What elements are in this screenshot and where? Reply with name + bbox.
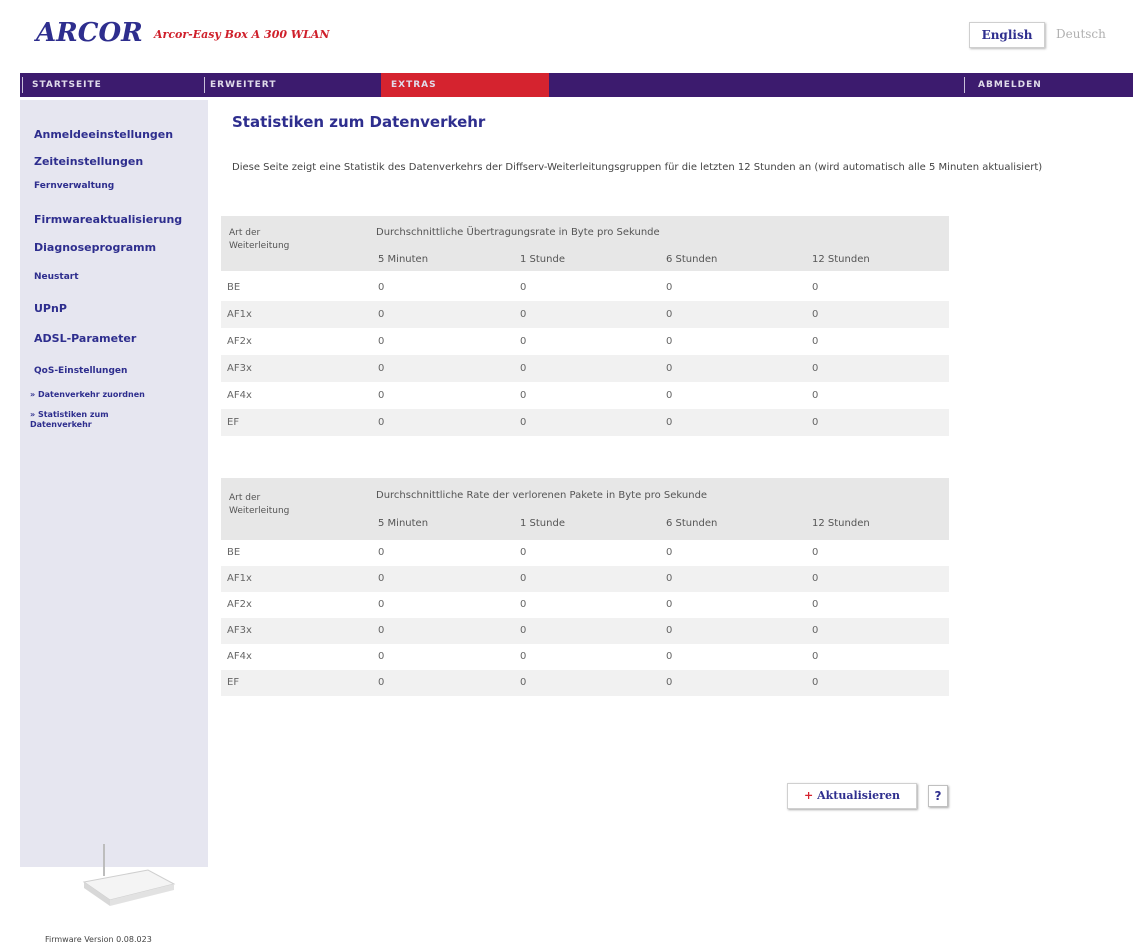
cell-value: 0	[666, 599, 673, 610]
col-header-5min: 5 Minuten	[378, 518, 429, 529]
table-row	[221, 540, 949, 566]
table-row	[221, 301, 949, 328]
cell-value: 0	[666, 625, 673, 636]
table-row	[221, 670, 949, 696]
cell-value: 0	[520, 547, 527, 558]
cell-value: 0	[378, 651, 385, 662]
table-row	[221, 328, 949, 355]
nav-item-startseite[interactable]: STARTSEITE	[32, 80, 102, 90]
cell-value: 0	[378, 390, 385, 401]
col-header-1h: 1 Stunde	[520, 254, 565, 265]
nav-separator	[22, 77, 23, 93]
cell-value: 0	[666, 390, 673, 401]
cell-value: 0	[378, 625, 385, 636]
header	[0, 0, 1137, 70]
cell-value: 0	[666, 573, 673, 584]
refresh-label: Aktualisieren	[817, 789, 900, 802]
cell-value: 0	[812, 573, 819, 584]
cell-value: 0	[812, 677, 819, 688]
cell-value: 0	[520, 573, 527, 584]
plus-icon: +	[804, 789, 814, 802]
nav-item-abmelden[interactable]: ABMELDEN	[978, 80, 1042, 90]
cell-value: 0	[520, 309, 527, 320]
col-header-12h: 12 Stunden	[812, 254, 870, 265]
router-image	[78, 840, 178, 910]
sidebar-item-fernverwaltung[interactable]: Fernverwaltung	[34, 181, 115, 191]
cell-value: 0	[378, 336, 385, 347]
row-label: BE	[227, 547, 241, 558]
sidebar-item-anmeldeeinstellungen[interactable]: Anmeldeeinstellungen	[34, 128, 174, 141]
cell-value: 0	[520, 651, 527, 662]
cell-value: 0	[520, 282, 527, 293]
sidebar-item-zeiteinstellungen[interactable]: Zeiteinstellungen	[34, 155, 144, 168]
product-tagline: Arcor-Easy Box A 300 WLAN	[154, 28, 330, 41]
help-button[interactable]: ?	[928, 785, 948, 807]
table-header	[221, 216, 949, 271]
cell-value: 0	[812, 651, 819, 662]
sidebar-item-qos-einstellungen[interactable]: QoS-Einstellungen	[34, 366, 128, 376]
cell-value: 0	[812, 547, 819, 558]
language-english-button[interactable]: English	[969, 22, 1045, 48]
cell-value: 0	[378, 417, 385, 428]
table-row	[221, 592, 949, 618]
table-row	[221, 274, 949, 301]
cell-value: 0	[520, 677, 527, 688]
table-header-group: Durchschnittliche Übertragungsrate in Byte pro Sekunde	[376, 227, 660, 238]
row-label: AF2x	[227, 336, 252, 347]
cell-value: 0	[520, 417, 527, 428]
arcor-logo: ARCOR	[36, 18, 143, 48]
cell-value: 0	[812, 282, 819, 293]
sidebar	[20, 100, 208, 944]
cell-value: 0	[666, 363, 673, 374]
firmware-version: Firmware Version 0.08.023	[45, 935, 152, 944]
cell-value: 0	[812, 390, 819, 401]
row-label: AF3x	[227, 363, 252, 374]
row-label: AF2x	[227, 599, 252, 610]
cell-value: 0	[378, 282, 385, 293]
cell-value: 0	[378, 599, 385, 610]
row-label: AF3x	[227, 625, 252, 636]
row-label: AF1x	[227, 573, 252, 584]
row-label: EF	[227, 677, 240, 688]
cell-value: 0	[812, 625, 819, 636]
language-german-link[interactable]: Deutsch	[1056, 27, 1106, 41]
cell-value: 0	[520, 336, 527, 347]
cell-value: 0	[812, 599, 819, 610]
col-header-12h: 12 Stunden	[812, 518, 870, 529]
nav-item-erweitert[interactable]: ERWEITERT	[210, 80, 277, 90]
table-row	[221, 355, 949, 382]
table-header-type: Art der Weiterleitung	[229, 228, 290, 251]
packet-loss-table	[221, 478, 949, 718]
cell-value: 0	[812, 309, 819, 320]
row-label: BE	[227, 282, 241, 293]
table-header-type: Art der Weiterleitung	[229, 493, 290, 516]
row-label: AF4x	[227, 390, 252, 401]
cell-value: 0	[520, 625, 527, 636]
table-header-group: Durchschnittliche Rate der verlorenen Pakete in Byte pro Sekunde	[376, 490, 708, 501]
sidebar-item-diagnoseprogramm[interactable]: Diagnoseprogramm	[34, 241, 157, 254]
cell-value: 0	[666, 677, 673, 688]
page-description: Diese Seite zeigt eine Statistik des Datenverkehrs der Diffserv-Weiterleitungsgruppen für die letzten 12 Stunden an (wird automatisch alle 5 Minuten aktualisiert)	[232, 162, 1043, 173]
row-label: AF1x	[227, 309, 252, 320]
cell-value: 0	[666, 417, 673, 428]
traffic-rate-table	[221, 216, 949, 433]
cell-value: 0	[378, 677, 385, 688]
cell-value: 0	[666, 651, 673, 662]
cell-value: 0	[520, 363, 527, 374]
table-header	[221, 478, 949, 540]
col-header-1h: 1 Stunde	[520, 518, 565, 529]
cell-value: 0	[666, 336, 673, 347]
table-row	[221, 618, 949, 644]
sidebar-item-firmwareaktualisierung[interactable]: Firmwareaktualisierung	[34, 213, 183, 226]
sidebar-item-upnp[interactable]: UPnP	[34, 302, 67, 315]
cell-value: 0	[812, 417, 819, 428]
cell-value: 0	[812, 363, 819, 374]
cell-value: 0	[812, 336, 819, 347]
cell-value: 0	[378, 573, 385, 584]
cell-value: 0	[378, 309, 385, 320]
table-row	[221, 409, 949, 436]
table-row	[221, 382, 949, 409]
cell-value: 0	[378, 363, 385, 374]
sidebar-item-adsl-parameter[interactable]: ADSL-Parameter	[34, 332, 137, 345]
cell-value: 0	[520, 390, 527, 401]
cell-value: 0	[520, 599, 527, 610]
nav-separator	[964, 77, 965, 93]
sidebar-subitem-datenverkehr-zuordnen[interactable]: » Datenverkehr zuordnen	[30, 390, 145, 399]
cell-value: 0	[666, 547, 673, 558]
cell-value: 0	[378, 547, 385, 558]
sidebar-subitem-statistiken[interactable]: » Statistiken zum Datenverkehr	[30, 410, 109, 429]
row-label: EF	[227, 417, 240, 428]
nav-separator	[204, 77, 205, 93]
main-nav	[20, 73, 1133, 97]
col-header-5min: 5 Minuten	[378, 254, 429, 265]
table-row	[221, 566, 949, 592]
refresh-button[interactable]	[787, 783, 917, 809]
sidebar-item-neustart[interactable]: Neustart	[34, 272, 79, 282]
table-row	[221, 644, 949, 670]
page-title: Statistiken zum Datenverkehr	[232, 113, 486, 131]
row-label: AF4x	[227, 651, 252, 662]
cell-value: 0	[666, 282, 673, 293]
nav-item-extras[interactable]: EXTRAS	[391, 80, 437, 90]
col-header-6h: 6 Stunden	[666, 518, 718, 529]
cell-value: 0	[666, 309, 673, 320]
col-header-6h: 6 Stunden	[666, 254, 718, 265]
